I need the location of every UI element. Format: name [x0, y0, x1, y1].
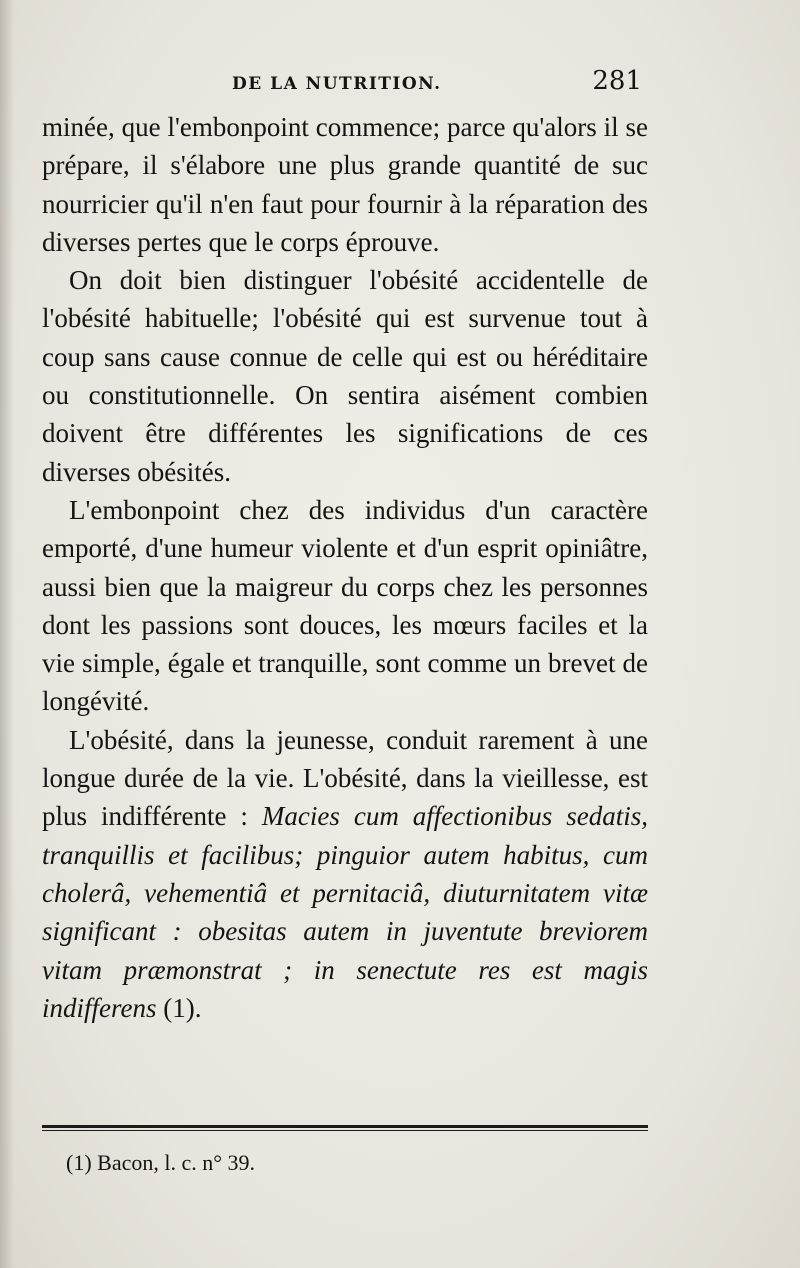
paragraph-obesity-distinction [42, 261, 648, 491]
footnote: (1) Bacon, l. c. n° 39. [66, 1150, 256, 1175]
spine-shadow [0, 0, 14, 1268]
paragraph-temperament [42, 491, 648, 721]
footnote-rule [42, 1125, 648, 1131]
paragraph-text: minée, que l'embonpoint commence; parce qu'alors il se prépare, il s'élabore une plus grande quantité de suc nourricier qu'il n'en faut pour fournir à la réparation des diverses pertes que le corps éprouve. [42, 112, 648, 257]
paragraph-youth-age [42, 721, 648, 1027]
footnote-reference: (1). [156, 992, 202, 1023]
paragraph-text: L'obésité, dans la jeunesse, conduit rarement à une longue durée de la vie. L'obésité, dans la vieillesse, est plus indifférente : [42, 724, 648, 832]
paragraph-continuation [42, 108, 648, 261]
running-head: DE LA NUTRITION. [232, 74, 442, 94]
paragraph-text: L'embonpoint chez des individus d'un caractère emporté, d'une humeur violente et d'un esprit opiniâtre, aussi bien que la maigreur du corps chez les personnes dont les passions sont douces, les mœurs faciles et la vie simple, égale et tranquille, sont comme un brevet de longévité. [42, 494, 648, 717]
page-header [42, 66, 648, 106]
paragraph-text: On doit bien distinguer l'obésité accidentelle de l'obésité habituelle; l'obésité qui est survenue tout à coup sans cause connue de celle qui est ou héréditaire ou constitutionnelle. On sentira aisément combien doivent être différentes les significations de ces diverses obésités. [42, 265, 648, 487]
page-number: 281 [592, 66, 642, 96]
body-text [42, 108, 648, 1027]
latin-quotation: Macies cum affectionibus sedatis, tranquillis et facilibus; pinguior autem habitus, cum cholerâ, vehementiâ et pernitaciâ, diuturnitatem vitæ significant : obesitas autem in juventute breviorem vitam præmonstrat ; in senectute res est magis indifferens [42, 801, 649, 1023]
